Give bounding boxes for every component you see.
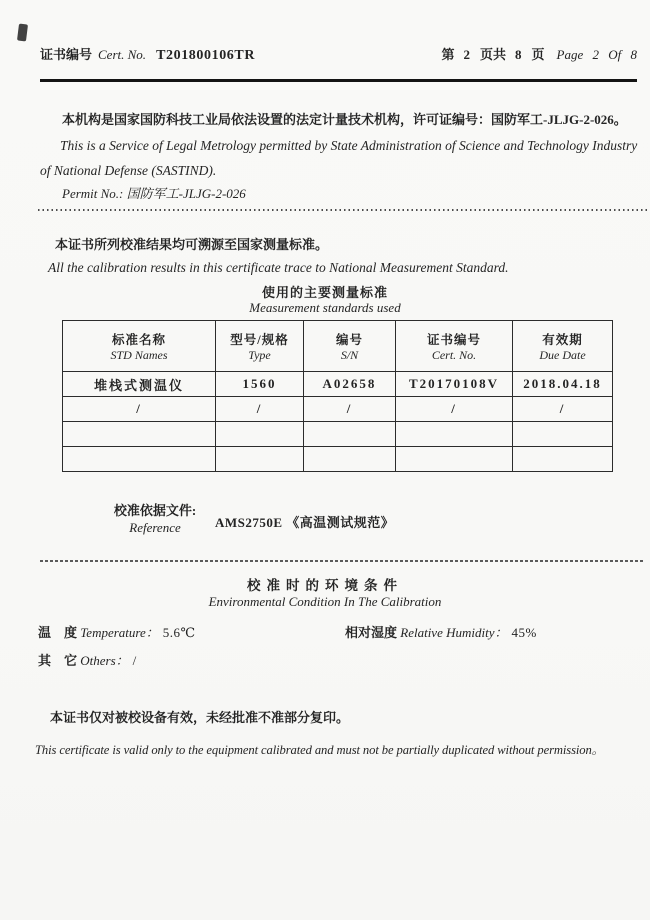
header-rule [40, 79, 637, 82]
col-header-std-names-zh: 标准名称 [111, 332, 166, 347]
authority-statement-zh: 本机构是国家国防科技工业局依法设置的法定计量技术机构，许可证编号：国防军工-JLJG-2-026。 [62, 112, 627, 127]
cell-sn: / [304, 397, 396, 422]
col-header-due-date [513, 321, 613, 372]
standards-table-title-zh: 使用的主要测量标准 [261, 285, 388, 300]
others-value: / [132, 653, 137, 668]
cell-sn: A02658 [304, 372, 396, 397]
col-header-due-date-en: Due Date [539, 347, 586, 362]
environment-row-others [38, 650, 628, 669]
page-post: 页 [531, 47, 545, 62]
col-header-type-en: Type [248, 347, 271, 362]
cell-type [216, 422, 304, 447]
col-header-cert-no [396, 321, 513, 372]
col-header-sn-zh: 编号 [335, 332, 363, 347]
traceability-statement-zh: 本证书所列校准结果均可溯源至国家测量标准。 [55, 237, 329, 252]
cell-type: 1560 [216, 372, 304, 397]
cell-due-date: 2018.04.18 [513, 372, 613, 397]
cert-number-line [40, 44, 261, 64]
cell-cert-no [396, 447, 513, 472]
col-header-cert-no-en: Cert. No. [431, 347, 477, 362]
validity-statement-zh: 本证书仅对被校设备有效，未经批准不准部分复印。 [50, 710, 350, 725]
col-header-std-names-en: STD Names [110, 347, 168, 362]
col-header-type [216, 321, 304, 372]
page-mid: 页共 [480, 47, 507, 62]
table-row [63, 447, 613, 472]
table-row [63, 397, 613, 422]
standards-table [62, 320, 613, 472]
page-total: 8 [515, 47, 522, 62]
reference-label [100, 503, 210, 537]
cert-number-value: T201800106TR [156, 48, 256, 63]
authority-statement-en: This is a Service of Legal Metrology permitted by State Administration of Science and Technology Industry of National Defense (SASTIND). [40, 138, 638, 178]
cell-std-name [63, 447, 216, 472]
cell-cert-no [396, 422, 513, 447]
traceability-statement-en: All the calibration results in this certificate trace to National Measurement Standard. [48, 260, 509, 275]
reference-label-en: Reference [129, 519, 181, 535]
cert-number-label-en: Cert. No. [98, 47, 147, 62]
cell-std-name: / [63, 397, 216, 422]
others-label-en: Others： [80, 653, 129, 668]
dotted-divider [38, 209, 648, 211]
table-row [63, 422, 613, 447]
page-pre: 第 [441, 47, 455, 62]
dashed-divider [40, 560, 645, 562]
page-indicator [434, 44, 637, 64]
humidity-label-en: Relative Humidity： [400, 625, 508, 640]
temperature-label-zh: 温 度 [38, 625, 78, 640]
humidity-group [345, 622, 537, 641]
reference-value: AMS2750E 《高温测试规范》 [215, 515, 395, 530]
col-header-sn-en: S/N [340, 347, 359, 362]
col-header-type-zh: 型号/规格 [230, 332, 289, 347]
col-header-cert-no-zh: 证书编号 [426, 332, 481, 347]
col-header-std-names [63, 321, 216, 372]
permit-number-line: Permit No.: 国防军工-JLJG-2-026 [62, 186, 246, 201]
environment-row-temperature [38, 622, 628, 641]
cell-std-name [63, 422, 216, 447]
page-number: 2 [463, 47, 470, 62]
cell-std-name: 堆栈式测温仪 [63, 372, 216, 397]
temperature-value: 5.6℃ [162, 625, 196, 640]
page-header [40, 44, 637, 64]
cert-number-label-zh: 证书编号 [40, 47, 93, 62]
cell-due-date [513, 447, 613, 472]
standards-table-header-row [63, 321, 613, 372]
col-header-due-date-zh: 有效期 [542, 332, 583, 347]
validity-statement-en: This certificate is valid only to the equipment calibrated and must not be partially duplicated without permission。 [35, 743, 605, 757]
cell-due-date: / [513, 397, 613, 422]
page-indicator-en: Page 2 Of 8 [556, 47, 637, 62]
others-label-zh: 其 它 [38, 653, 78, 668]
table-row [63, 372, 613, 397]
cell-cert-no: / [396, 397, 513, 422]
cell-sn [304, 447, 396, 472]
environment-title-zh: 校准时的环境条件 [247, 578, 403, 593]
cell-type: / [216, 397, 304, 422]
reference-label-zh: 校准依据文件: [113, 503, 197, 518]
cell-type [216, 447, 304, 472]
cell-due-date [513, 422, 613, 447]
cell-sn [304, 422, 396, 447]
col-header-sn [304, 321, 396, 372]
scan-artifact-smudge [17, 24, 28, 42]
humidity-label-zh: 相对湿度 [345, 625, 398, 640]
environment-title-en: Environmental Condition In The Calibration [208, 594, 442, 609]
temperature-label-en: Temperature： [80, 625, 159, 640]
humidity-value: 45% [511, 625, 537, 640]
cell-cert-no: T20170108V [396, 372, 513, 397]
standards-table-title-en: Measurement standards used [249, 300, 401, 315]
